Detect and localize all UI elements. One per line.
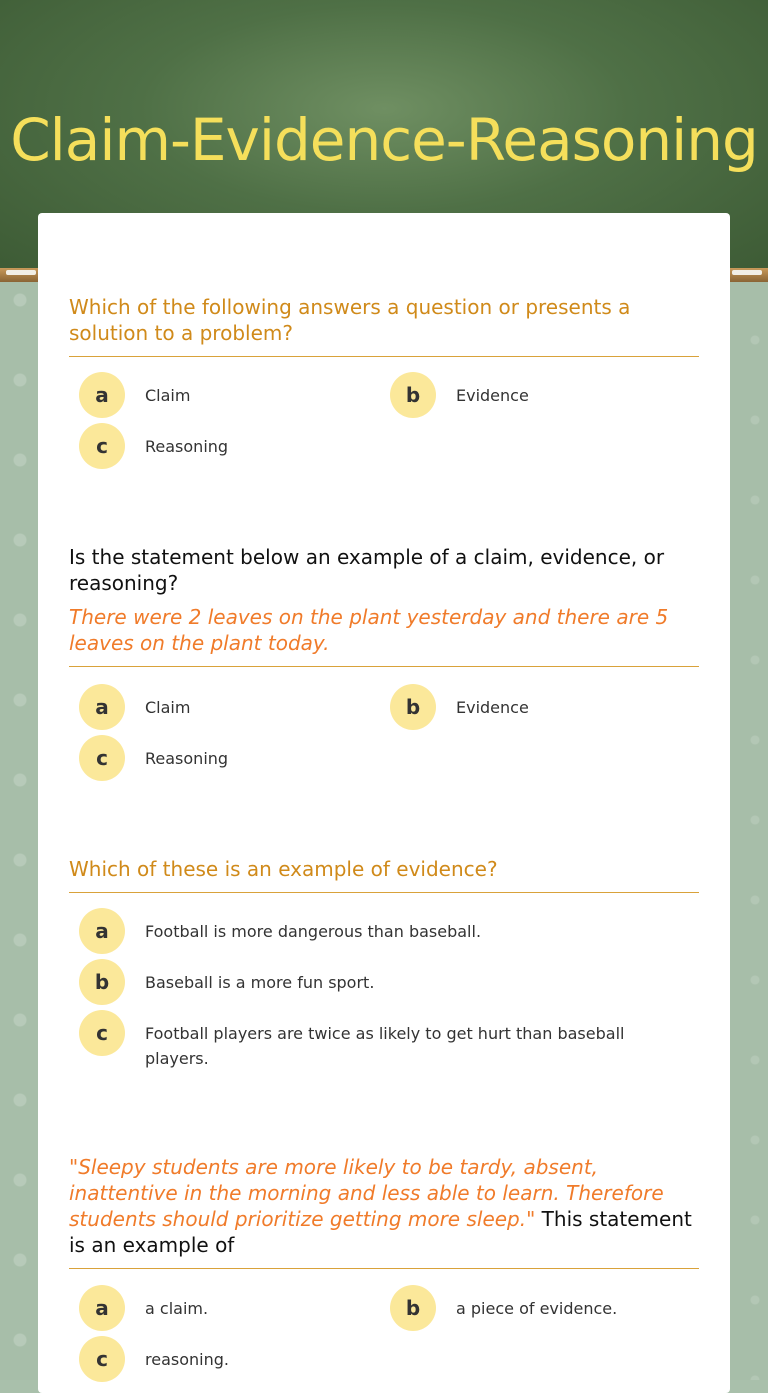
question-statement: There were 2 leaves on the plant yesterday and there are 5 leaves on the plant today.	[69, 605, 669, 655]
chalk-piece	[6, 270, 36, 275]
divider	[69, 666, 699, 667]
option-letter: c	[79, 1336, 125, 1382]
option-b[interactable]	[79, 959, 699, 1005]
option-b[interactable]	[390, 372, 690, 418]
option-letter: c	[79, 735, 125, 781]
option-text: Reasoning	[145, 437, 229, 456]
option-letter: b	[390, 1285, 436, 1331]
option-letter: a	[79, 684, 125, 730]
option-letter: a	[79, 908, 125, 954]
question-text: Which of these is an example of evidence?	[69, 857, 498, 881]
option-text: Evidence	[456, 386, 529, 405]
option-text: Claim	[145, 386, 191, 405]
option-c[interactable]	[79, 735, 379, 781]
option-text: Baseball is a more fun sport.	[145, 973, 375, 992]
question-2	[69, 544, 699, 667]
option-text: a claim.	[145, 1299, 209, 1318]
question-text: This statement is an example of	[69, 1207, 692, 1257]
option-letter: c	[79, 1010, 125, 1056]
chalk-piece	[732, 270, 762, 275]
option-letter: b	[390, 372, 436, 418]
option-c[interactable]	[79, 1336, 379, 1382]
option-b[interactable]	[390, 684, 690, 730]
question-1	[69, 294, 699, 357]
option-text: reasoning.	[145, 1350, 229, 1369]
question-statement: "Sleepy students are more likely to be tardy, absent, inattentive in the morning and less able to learn. Therefore students should prioritize getting more sleep."	[69, 1155, 664, 1231]
option-a[interactable]	[79, 684, 379, 730]
option-a[interactable]	[79, 1285, 379, 1331]
option-c[interactable]	[79, 423, 379, 469]
option-text: Football players are twice as likely to get hurt than baseball players.	[145, 1024, 625, 1068]
option-letter: b	[79, 959, 125, 1005]
question-text: Is the statement below an example of a claim, evidence, or reasoning?	[69, 545, 665, 595]
divider	[69, 356, 699, 357]
option-text: Reasoning	[145, 749, 229, 768]
question-text: Which of the following answers a question or presents a solution to a problem?	[69, 295, 631, 345]
option-text: Claim	[145, 698, 191, 717]
option-c[interactable]	[79, 1010, 699, 1070]
option-letter: a	[79, 372, 125, 418]
divider	[69, 1268, 699, 1269]
question-4	[69, 1154, 699, 1269]
option-a[interactable]	[79, 908, 699, 954]
option-letter: b	[390, 684, 436, 730]
option-text: a piece of evidence.	[456, 1299, 618, 1318]
option-b[interactable]	[390, 1285, 690, 1331]
worksheet-title: Claim-Evidence-Reasoning	[10, 106, 758, 174]
option-a[interactable]	[79, 372, 379, 418]
option-letter: c	[79, 423, 125, 469]
option-text: Football is more dangerous than baseball.	[145, 922, 482, 941]
question-3	[69, 856, 699, 893]
option-letter: a	[79, 1285, 125, 1331]
divider	[69, 892, 699, 893]
option-text: Evidence	[456, 698, 529, 717]
worksheet-sheet	[38, 213, 730, 1393]
